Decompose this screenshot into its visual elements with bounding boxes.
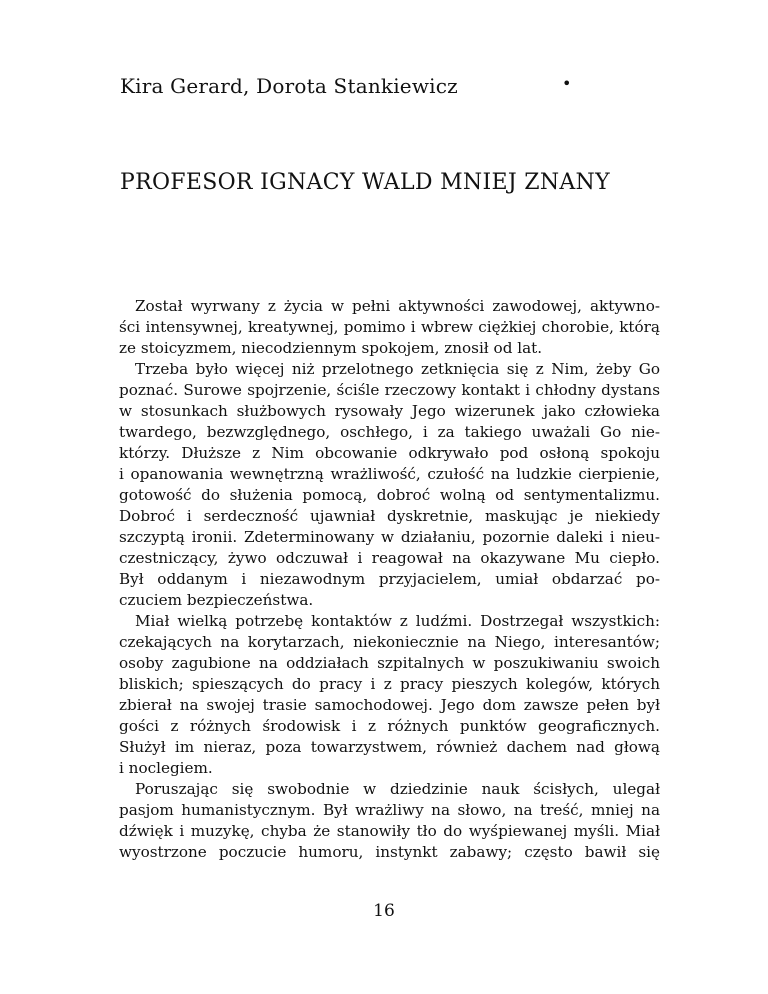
text-line: bliskich; spieszących do pracy i z pracy pieszych kolegów, których (119, 675, 660, 693)
authors-line: Kira Gerard, Dorota Stankiewicz (120, 74, 458, 98)
text-line: gotowość do służenia pomocą, dobroć wolną od sentymentalizmu. (119, 486, 660, 504)
text-line: Służył im nieraz, poza towarzystwem, również dachem nad głową (119, 738, 660, 756)
text-line: wyostrzone poczucie humoru, instynkt zabawy; często bawił się (119, 843, 660, 861)
text-line: gości z różnych środowisk i z różnych punktów geograficznych. (119, 717, 660, 735)
text-line: czekających na korytarzach, niekoniecznie na Niego, interesantów; (119, 633, 660, 651)
bullet-mark: • (562, 74, 572, 93)
text-line: i opanowania wewnętrzną wrażliwość, czułość na ludzkie cierpienie, (119, 465, 660, 483)
text-line: Został wyrwany z życia w pełni aktywności zawodowej, aktywno- (135, 297, 660, 315)
text-line: osoby zagubione na oddziałach szpitalnych w poszukiwaniu swoich (119, 654, 660, 672)
text-line: dźwięk i muzykę, chyba że stanowiły tło do wyśpiewanej myśli. Miał (119, 822, 660, 840)
text-line: Miał wielką potrzebę kontaktów z ludźmi. Dostrzegał wszystkich: (135, 612, 660, 630)
text-line: zbierał na swojej trasie samochodowej. Jego dom zawsze pełen był (119, 696, 660, 714)
text-line: ze stoicyzmem, niecodziennym spokojem, znosił od lat. (119, 339, 543, 357)
text-line: twardego, bezwzględnego, oschłego, i za takiego uważali Go nie- (119, 423, 660, 441)
text-line: Poruszając się swobodnie w dziedzinie nauk ścisłych, ulegał (135, 780, 660, 798)
text-line: Dobroć i serdeczność ujawniał dyskretnie, maskując je niekiedy (119, 507, 660, 525)
text-line: którzy. Dłuższe z Nim obcowanie odkrywało pod osłoną spokoju (119, 444, 660, 462)
article-body (119, 296, 660, 863)
text-line: Trzeba było więcej niż przelotnego zetknięcia się z Nim, żeby Go (135, 360, 660, 378)
text-line: czuciem bezpieczeństwa. (119, 591, 314, 609)
text-line: w stosunkach służbowych rysowały Jego wizerunek jako człowieka (119, 402, 660, 420)
text-line: i noclegiem. (119, 759, 213, 777)
page-number: 16 (373, 901, 395, 921)
text-line: szczyptą ironii. Zdeterminowany w działaniu, pozornie daleki i nieu- (119, 528, 660, 546)
text-line: ści intensywnej, kreatywnej, pomimo i wbrew ciężkiej chorobie, którą (119, 318, 660, 336)
text-line: Był oddanym i niezawodnym przyjacielem, umiał obdarzać po- (119, 570, 660, 588)
article-title: PROFESOR IGNACY WALD MNIEJ ZNANY (120, 170, 610, 195)
text-line: poznać. Surowe spojrzenie, ściśle rzeczowy kontakt i chłodny dystans (119, 381, 660, 399)
text-line: pasjom humanistycznym. Był wrażliwy na słowo, na treść, mniej na (119, 801, 660, 819)
text-line: czestniczący, żywo odczuwał i reagował na okazywane Mu ciepło. (119, 549, 660, 567)
